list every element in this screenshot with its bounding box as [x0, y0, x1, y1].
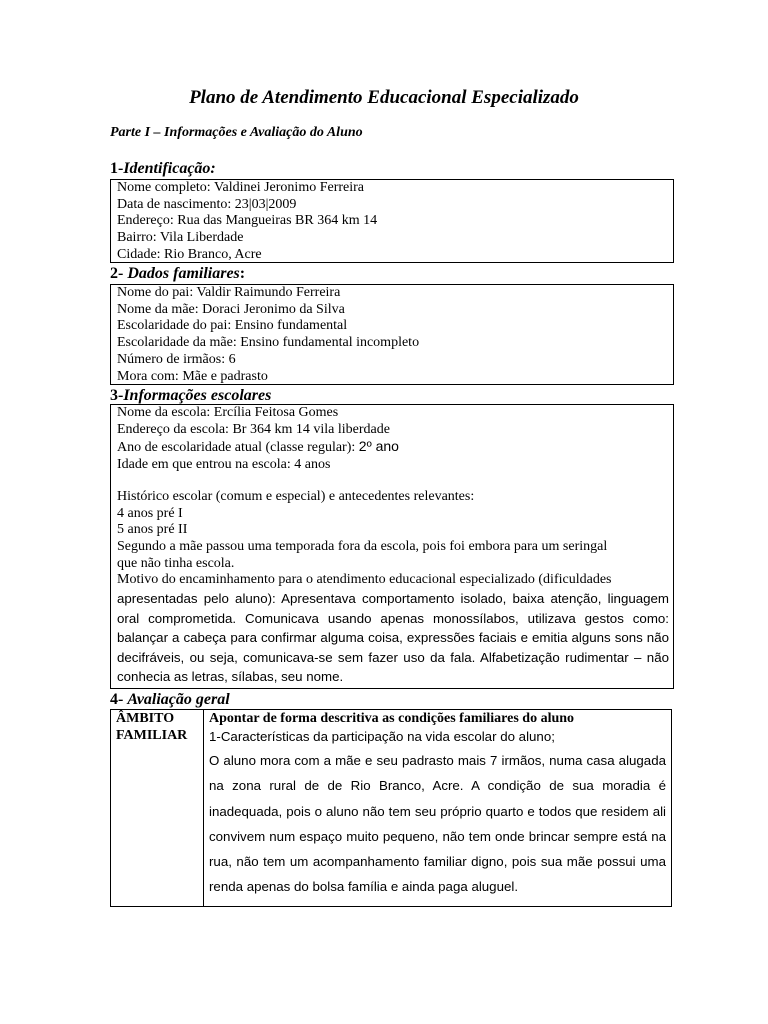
spacer — [117, 474, 673, 489]
identificacao-line: Nome completo: Valdinei Jeronimo Ferreira — [117, 180, 365, 195]
section-number: 4- — [110, 691, 128, 708]
identificacao-box — [110, 179, 674, 263]
ambito-label: FAMILIAR — [116, 728, 188, 743]
historico-pre1: 4 anos pré I — [117, 505, 183, 521]
section-suffix: : — [239, 265, 246, 282]
section-number: 2- — [110, 265, 128, 282]
historico-escolar: Histórico escolar (comum e especial) e antecedentes relevantes: — [117, 488, 475, 504]
familiares-box — [110, 284, 674, 385]
section-avaliacao-heading — [110, 690, 230, 709]
identificacao-line: Cidade: Rio Branco, Acre — [117, 246, 262, 262]
part-heading: Parte I – Informações e Avaliação do Aluno — [110, 125, 363, 140]
historico-pre2: 5 anos pré II — [117, 522, 188, 538]
avaliacao-table — [110, 709, 672, 907]
ambito-cell — [111, 710, 204, 907]
escolares-box — [110, 404, 674, 689]
familiares-line: Escolaridade do pai: Ensino fundamental — [117, 318, 348, 334]
historico-seringal: Segundo a mãe passou uma temporada fora da escola, pois foi embora para um seringal — [117, 538, 608, 554]
document-title: Plano de Atendimento Educacional Especializado — [189, 87, 579, 108]
motivo-encaminhamento: Motivo do encaminhamento para o atendimento educacional especializado (dificuldades — [117, 572, 612, 588]
familiares-line: Nome da mãe: Doraci Jeronimo da Silva — [117, 301, 345, 317]
section-label: Dados familiares — [127, 265, 240, 282]
motivo-descricao: apresentadas pelo aluno): Apresentava comportamento isolado, baixa atenção, linguagem oral comprometida. Comunicava usando apenas monossílabos, utilizava gestos como: balançar a cabeça para confirmar alguma coisa, expressões faciais e emitia alguns sons não decifráveis, ou seja, comunicava-se sem fazer uso da fala. Alfabetização rudimentar – não conhecia as letras, sílabas, seu nome. — [117, 591, 669, 685]
ambito-label: ÂMBITO — [116, 711, 175, 726]
familiares-line: Número de irmãos: 6 — [117, 351, 236, 367]
section-label: Informações escolares — [123, 387, 272, 404]
descricao-subheading: 1-Características da participação na vida escolar do aluno; — [209, 729, 555, 744]
historico-seringal-cont: que não tinha escola. — [117, 555, 235, 571]
escola-ano — [117, 438, 673, 457]
section-label: Avaliação geral — [127, 691, 230, 708]
familiares-line: Nome do pai: Valdir Raimundo Ferreira — [117, 285, 341, 300]
escola-endereco: Endereço da escola: Br 364 km 14 vila liberdade — [117, 421, 390, 437]
identificacao-line: Bairro: Vila Liberdade — [117, 230, 244, 246]
familiares-line: Mora com: Mãe e padrasto — [117, 368, 268, 384]
identificacao-line: Data de nascimento: 23|03|2009 — [117, 196, 297, 212]
escola-ano-value: 2º ano — [358, 438, 399, 455]
descricao-cell — [204, 710, 672, 907]
section-number: 3- — [110, 387, 124, 404]
escola-idade: Idade em que entrou na escola: 4 anos — [117, 457, 331, 473]
section-identificacao-heading — [110, 159, 216, 178]
section-label: Identificação: — [123, 160, 216, 177]
escola-nome: Nome da escola: Ercília Feitosa Gomes — [117, 405, 339, 420]
table-row — [111, 710, 672, 907]
section-escolares-heading — [110, 386, 271, 405]
escola-ano-label: Ano de escolaridade atual (classe regular): — [117, 440, 359, 456]
familiares-line: Escolaridade da mãe: Ensino fundamental incompleto — [117, 335, 420, 351]
section-number: 1- — [110, 160, 124, 177]
identificacao-line: Endereço: Rua das Mangueiras BR 364 km 14 — [117, 213, 378, 229]
descricao-heading: Apontar de forma descritiva as condições familiares do aluno — [209, 711, 575, 726]
descricao-text: O aluno mora com a mãe e seu padrasto mais 7 irmãos, numa casa alugada na zona rural de de Rio Branco, Acre. A condição de sua moradia é inadequada, pois o aluno não tem seu próprio quarto e todos que residem ali convivem num espaço muito pequeno, não tem onde brincar sempre está na rua, não tem um acompanhamento familiar digno, pois sua mãe possui uma renda apenas do bolsa família e ainda paga aluguel. — [209, 753, 666, 895]
section-familiares-heading — [110, 264, 245, 283]
